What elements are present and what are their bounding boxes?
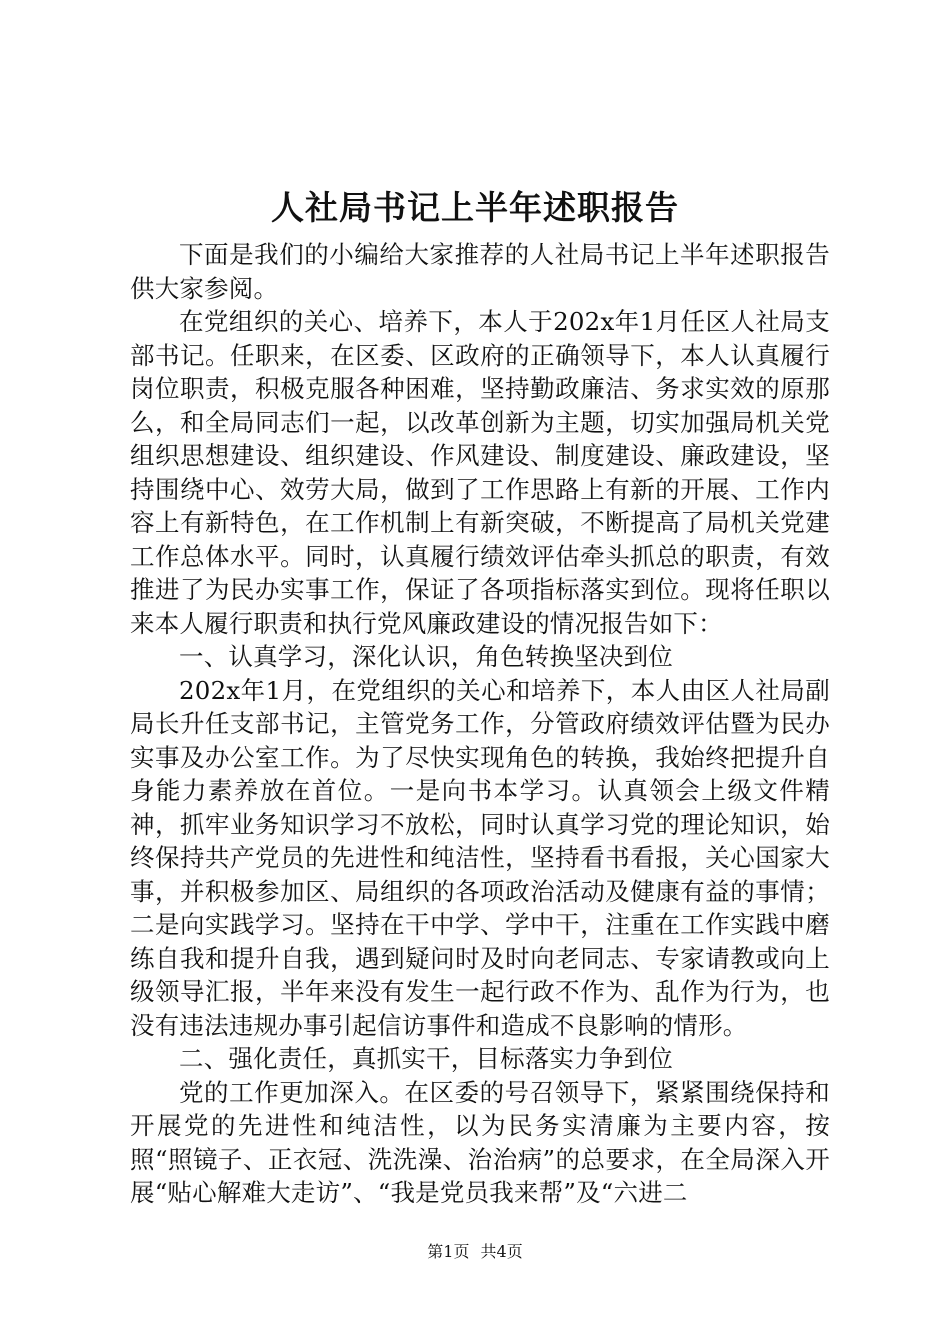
document-body	[130, 238, 830, 1210]
document-title: 人社局书记上半年述职报告	[271, 188, 679, 227]
section-heading-1: 一、认真学习，深化认识，角色转换坚决到位	[179, 642, 673, 671]
body-paragraph: 在党组织的关心、培养下，本人于202x年1月任区人社局支部书记。任职来，在区委、区政府的正确领导下，本人认真履行岗位职责，积极克服各种困难，坚持勤政廉洁、务求实效的原那么，和全局同志们一起，以改革创新为主题，切实加强局机关党组织思想建设、组织建设、作风建设、制度建设、廉政建设，坚持围绕中心、效劳大局，做到了工作思路上有新的开展、工作内容上有新特色，在工作机制上有新突破，不断提高了局机关党建工作总体水平。同时，认真履行绩效评估牵头抓总的职责，有效推进了为民办实事工作，保证了各项指标落实到位。现将任职以来本人履行职责和执行党风廉政建设的情况报告如下：	[130, 307, 830, 638]
intro-paragraph: 下面是我们的小编给大家推荐的人社局书记上半年述职报告供大家参阅。	[130, 240, 830, 303]
page-total: 共4页	[480, 1242, 523, 1261]
page-number: 第1页	[427, 1242, 470, 1261]
section-heading-2: 二、强化责任，真抓实干，目标落实力争到位	[179, 1044, 673, 1073]
body-paragraph: 202x年1月，在党组织的关心和培养下，本人由区人社局副局长升任支部书记，主管党务工作，分管政府绩效评估暨为民办实事及办公室工作。为了尽快实现角色的转换，我始终把提升自身能力素养放在首位。一是向书本学习。认真领会上级文件精神，抓牢业务知识学习不放松，同时认真学习党的理论知识，始终保持共产党员的先进性和纯洁性，坚持看书看报，关心国家大事，并积极参加区、局组织的各项政治活动及健康有益的事情；二是向实践学习。坚持在干中学、学中干，注重在工作实践中磨练自我和提升自我，遇到疑问时及时向老同志、专家请教或向上级领导汇报，半年来没有发生一起行政不作为、乱作为行为，也没有违法违规办事引起信访事件和造成不良影响的情形。	[130, 675, 830, 1040]
body-paragraph: 党的工作更加深入。在区委的号召领导下，紧紧围绕保持和开展党的先进性和纯洁性，以为民务实清廉为主要内容，按照“照镜子、正衣冠、洗洗澡、治治病”的总要求，在全局深入开展“贴心解难大走访”、“我是党员我来帮”及“六进二	[130, 1077, 830, 1207]
page-footer	[0, 1240, 950, 1264]
